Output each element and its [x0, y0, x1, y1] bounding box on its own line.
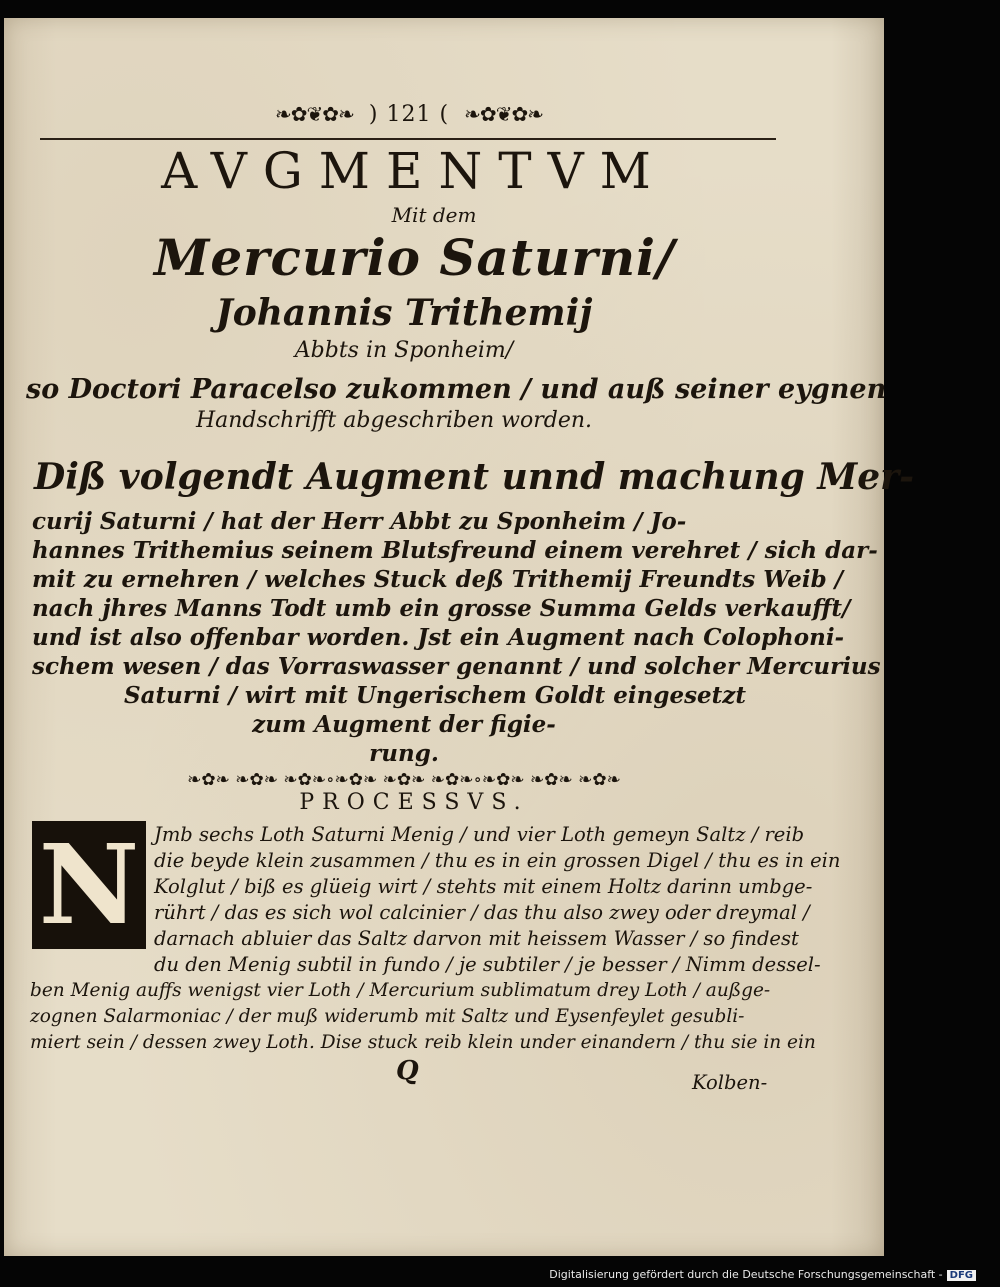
intro-line-3: hannes Trithemius seinem Blutsfreund einem verehret / sich dar- — [32, 537, 878, 564]
page-title: AVGMENTVM — [161, 142, 667, 200]
body-line-6: du den Menig subtil in fundo / je subtiler / je besser / Nimm dessel- — [154, 953, 821, 976]
book-page — [4, 18, 915, 1256]
drop-cap-initial: N — [32, 821, 146, 949]
body-line-3: Kolglut / biß es glüeig wirt / stehts mit einem Holtz darinn umbge- — [154, 875, 813, 898]
heading-line-4: so Doctori Paracelso zukommen / und auß seiner eygnen — [26, 374, 887, 405]
body-line-5: darnach abluier das Saltz darvon mit heissem Wasser / so findest — [154, 927, 799, 950]
body-line-1: Jmb sechs Loth Saturni Menig / und vier Loth gemeyn Saltz / reib — [154, 823, 805, 846]
heading-mercurio: Mercurio Saturni/ — [154, 228, 676, 287]
page-number: ) 121 ( — [368, 102, 450, 127]
ornament-left-icon: ❧✿❦✿❧ — [275, 102, 354, 126]
catchword: Kolben- — [692, 1071, 768, 1094]
body-line-8: zognen Salarmoniac / der muß widerumb mit Saltz und Eysenfeylet gesubli- — [30, 1006, 745, 1027]
intro-line-4: mit zu ernehren / welches Stuck deß Trithemij Freundts Weib / — [32, 566, 844, 593]
header-rule — [40, 138, 776, 140]
intro-line-10: rung. — [369, 740, 439, 767]
body-line-2: die beyde klein zusammen / thu es in ein grossen Digel / thu es in ein — [154, 849, 841, 872]
intro-line-1: Diß volgendt Augment unnd machung Mer- — [34, 456, 915, 498]
footer-text: Digitalisierung gefördert durch die Deutsche Forschungsgemeinschaft - — [549, 1268, 943, 1281]
dfg-logo-icon: DFG — [947, 1270, 976, 1281]
intro-line-9: zum Augment der figie- — [252, 711, 556, 738]
intro-line-6: und ist also offenbar worden. Jst ein Augment nach Colophoni- — [32, 624, 845, 651]
running-header — [234, 102, 584, 127]
heading-johannis: Johannis Trithemij — [215, 292, 593, 334]
ornamental-divider-icon: ❧✿❧ ❧✿❧ ❧✿❧∘❧✿❧ ❧✿❧ ❧✿❧∘❧✿❧ ❧✿❧ ❧✿❧ — [187, 770, 621, 790]
footer-attribution — [549, 1268, 976, 1281]
intro-line-5: nach jhres Manns Todt umb ein grosse Summa Gelds verkaufft/ — [32, 595, 851, 622]
intro-line-2: curij Saturni / hat der Herr Abbt zu Sponheim / Jo- — [32, 508, 687, 535]
intro-line-7: schem wesen / das Vorraswasser genannt / und solcher Mercurius — [32, 653, 881, 680]
signature-mark: Q — [396, 1056, 419, 1086]
heading-line-5: Handschrifft abgeschriben worden. — [195, 408, 593, 433]
intro-line-8: Saturni / wirt mit Ungerischem Goldt eingesetzt — [124, 682, 746, 709]
ornament-right-icon: ❧✿❦✿❧ — [464, 102, 543, 126]
body-line-4: rührt / das es sich wol calcinier / das thu also zwey oder dreymal / — [154, 901, 810, 924]
subtitle-mit-dem: Mit dem — [391, 203, 477, 227]
heading-abbts: Abbts in Sponheim/ — [294, 338, 514, 363]
body-line-9: miert sein / dessen zwey Loth. Dise stuck reib klein under einandern / thu sie in ein — [30, 1032, 816, 1053]
processus-heading: PROCESSVS. — [299, 790, 529, 815]
body-line-7: ben Menig auffs wenigst vier Loth / Mercurium sublimatum drey Loth / außge- — [30, 980, 771, 1001]
